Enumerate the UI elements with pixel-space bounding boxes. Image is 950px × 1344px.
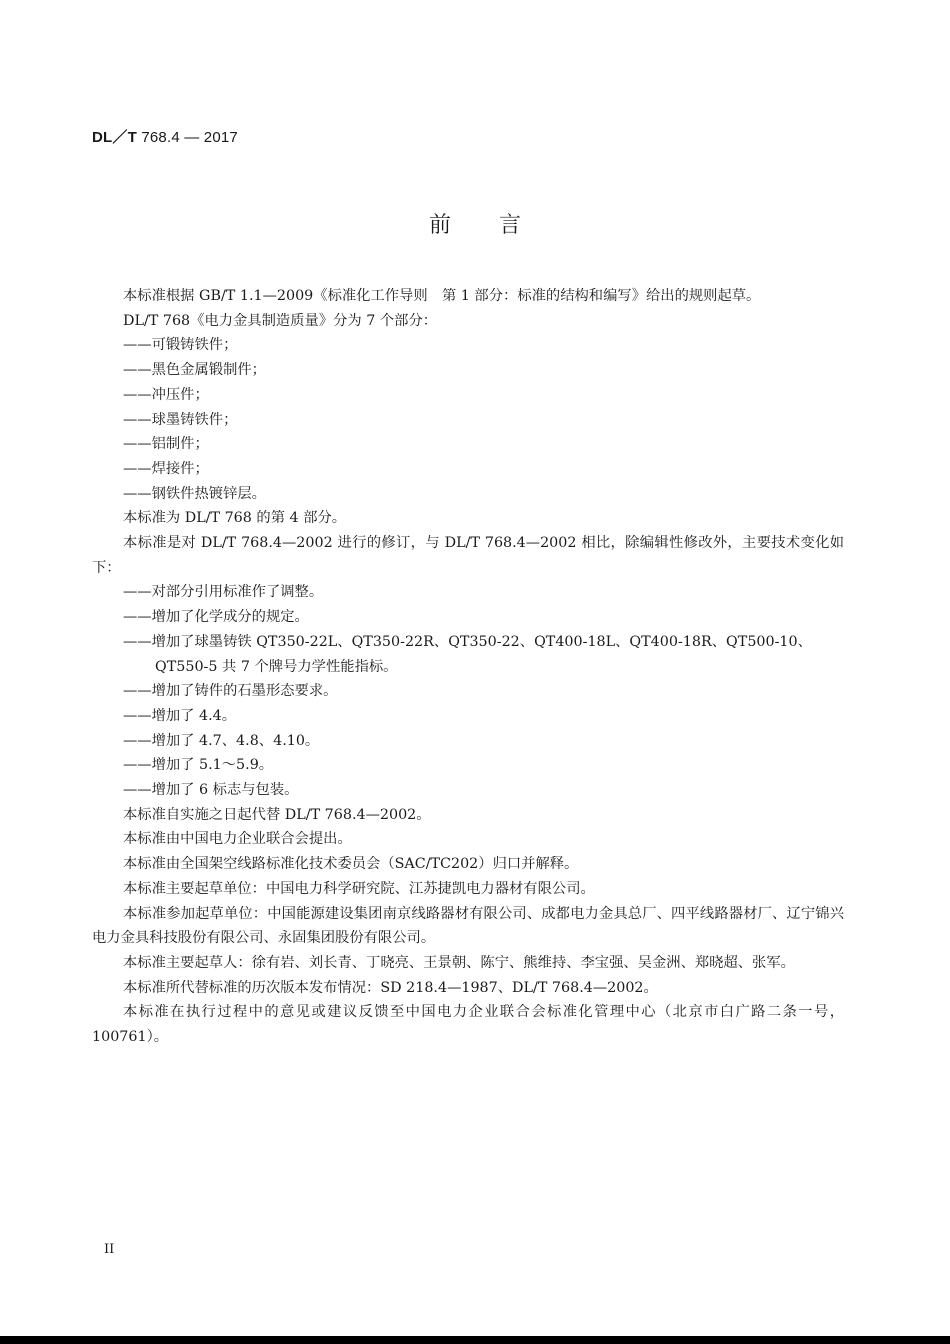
paragraph: 本标准由中国电力企业联合会提出。 xyxy=(123,831,352,848)
list-item: ——增加了 4.4。 xyxy=(123,707,237,724)
list-item: ——增加了铸件的石墨形态要求。 xyxy=(123,683,338,700)
list-item: ——增加了球墨铸铁 QT350-22L、QT350-22R、QT350-22、QT400-18L、QT400-18R、QT500-10、QT550-5 共 7 个牌号力学性能指标。 xyxy=(123,633,812,675)
list-item: ——增加了化学成分的规定。 xyxy=(123,609,309,626)
document-code-suffix: 768.4 — 2017 xyxy=(136,129,238,146)
paragraph: 本标准是对 DL/T 768.4—2002 进行的修订，与 DL/T 768.4—2002 相比，除编辑性修改外，主要技术变化如下： xyxy=(92,535,844,576)
list-item: ——铝制件； xyxy=(123,436,209,453)
paragraph: 本标准在执行过程中的意见或建议反馈至中国电力企业联合会标准化管理中心（北京市白广路二条一号，100761）。 xyxy=(92,1004,844,1046)
document-code-prefix: DL／T xyxy=(92,129,137,146)
list-item: ——对部分引用标准作了调整。 xyxy=(123,584,324,601)
list-item: ——可锻铸铁件； xyxy=(123,337,238,354)
list-item: ——冲压件； xyxy=(123,386,209,403)
paragraph: DL/T 768《电力金具制造质量》分为 7 个部分： xyxy=(123,312,438,329)
paragraph: 本标准主要起草单位：中国电力科学研究院、江苏捷凯电力器材有限公司。 xyxy=(123,880,595,897)
list-item: ——黑色金属锻制件； xyxy=(123,362,266,379)
list-item: ——焊接件； xyxy=(123,460,209,477)
list-item: ——增加了 6 标志与包装。 xyxy=(123,782,299,799)
foreword-body xyxy=(92,284,844,1050)
page-title: 前言 xyxy=(428,213,569,238)
document-code xyxy=(92,126,238,147)
page-number: II xyxy=(104,1242,115,1257)
paragraph: 本标准由全国架空线路标准化技术委员会（SAC/TC202）归口并解释。 xyxy=(123,856,579,873)
list-item: ——增加了 5.1～5.9。 xyxy=(123,757,274,774)
paragraph: 本标准根据 GB/T 1.1—2009《标准化工作导则 第 1 部分：标准的结构和编写》给出的规则起草。 xyxy=(123,288,761,304)
list-item: ——球墨铸铁件； xyxy=(123,411,238,428)
paragraph: 本标准主要起草人：徐有岩、刘长青、丁晓亮、王景朝、陈宁、熊维持、李宝强、吴金洲、郑晓超、张军。 xyxy=(123,954,795,971)
paragraph: 本标准所代替标准的历次版本发布情况：SD 218.4—1987、DL/T 768.4—2002。 xyxy=(123,979,658,996)
list-item: ——钢铁件热镀锌层。 xyxy=(123,485,266,502)
list-item: ——增加了 4.7、4.8、4.10。 xyxy=(123,732,320,749)
paragraph: 本标准参加起草单位：中国能源建设集团南京线路器材有限公司、成都电力金具总厂、四平线路器材厂、辽宁锦兴电力金具科技股份有限公司、永固集团股份有限公司。 xyxy=(92,905,844,947)
bottom-edge-bar xyxy=(0,1336,950,1344)
paragraph: 本标准自实施之日起代替 DL/T 768.4—2002。 xyxy=(123,806,431,823)
paragraph: 本标准为 DL/T 768 的第 4 部分。 xyxy=(123,510,347,527)
